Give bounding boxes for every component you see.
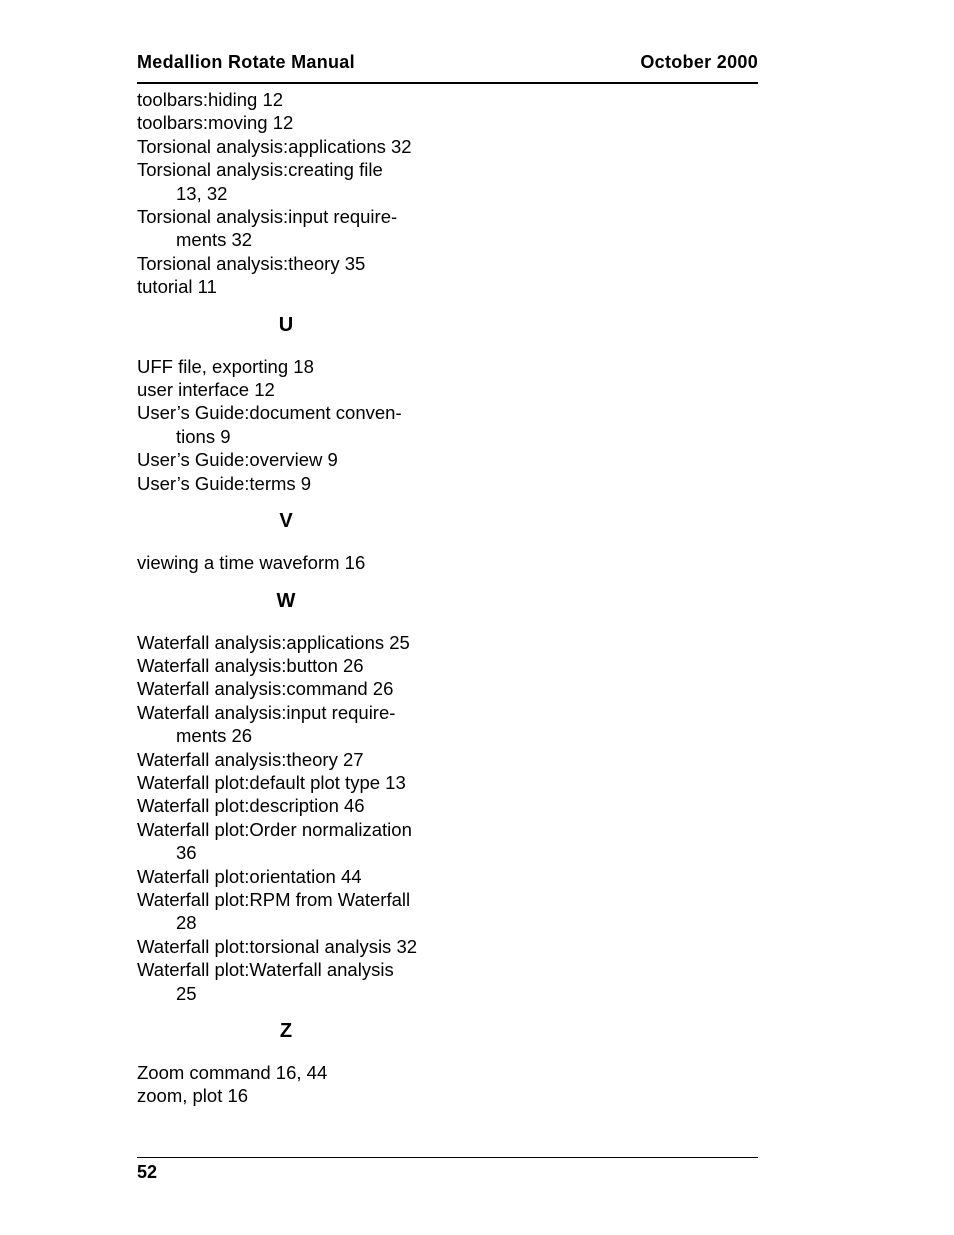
index-entry <box>137 111 557 134</box>
index-entry-text: Waterfall analysis:theory 27 <box>137 748 364 770</box>
index-entry <box>137 631 557 654</box>
index-column <box>137 88 557 1108</box>
index-group-t <box>137 88 557 299</box>
index-entry <box>137 748 557 771</box>
index-group-z <box>137 1061 557 1108</box>
index-entry-text: zoom, plot 16 <box>137 1085 249 1107</box>
section-letter-z: Z <box>279 1020 293 1042</box>
index-entry <box>137 252 557 275</box>
index-entry <box>137 205 557 252</box>
index-entry <box>137 794 557 817</box>
index-entry <box>137 818 557 865</box>
index-entry-text: Waterfall plot:Order normalization <box>137 818 412 840</box>
index-entry-text: Torsional analysis:theory 35 <box>137 252 366 274</box>
index-entry <box>137 935 557 958</box>
index-entry <box>137 448 557 471</box>
index-entry-continuation: 25 <box>176 982 197 1004</box>
index-entry-text: user interface 12 <box>137 379 275 401</box>
index-entry-text: viewing a time waveform 16 <box>137 552 366 574</box>
index-entry-text: User’s Guide:terms 9 <box>137 472 312 494</box>
index-group-v <box>137 551 557 574</box>
index-entry <box>137 88 557 111</box>
index-entry <box>137 158 557 205</box>
index-entry-text: Waterfall plot:default plot type 13 <box>137 771 406 793</box>
index-entry <box>137 551 557 574</box>
index-entry-text: toolbars:hiding 12 <box>137 89 284 110</box>
index-entry <box>137 401 557 448</box>
index-entry-text: Torsional analysis:creating file <box>137 159 383 181</box>
index-group-u <box>137 355 557 495</box>
index-entry-text: Zoom command 16, 44 <box>137 1062 328 1083</box>
page-number: 52 <box>137 1162 158 1182</box>
index-entry-continuation: 13, 32 <box>176 182 228 204</box>
index-entry <box>137 677 557 700</box>
index-entry-text: Waterfall plot:torsional analysis 32 <box>137 935 418 957</box>
index-entry <box>137 888 557 935</box>
index-entry <box>137 1084 557 1107</box>
index-entry-text: Waterfall plot:description 46 <box>137 795 365 817</box>
index-entry-continuation: 28 <box>176 912 197 934</box>
index-entry-continuation: ments 32 <box>176 229 253 251</box>
index-entry-text: UFF file, exporting 18 <box>137 355 314 377</box>
index-entry-text: Torsional analysis:applications 32 <box>137 135 412 157</box>
index-entry <box>137 275 557 298</box>
index-entry <box>137 472 557 495</box>
index-entry-text: Waterfall analysis:input require- <box>137 701 396 723</box>
manual-title: Medallion Rotate Manual <box>137 52 355 72</box>
section-letter-v: V <box>279 510 293 533</box>
index-entry <box>137 701 557 748</box>
page-header <box>137 50 758 84</box>
index-entry-continuation: tions 9 <box>176 425 231 447</box>
index-entry-text: tutorial 11 <box>137 276 217 298</box>
index-entry-text: Waterfall analysis:button 26 <box>137 654 364 676</box>
header-date: October 2000 <box>640 52 758 72</box>
index-entry <box>137 355 557 378</box>
index-entry-text: User’s Guide:overview 9 <box>137 449 338 471</box>
index-entry <box>137 135 557 158</box>
section-letter-w: W <box>276 589 296 612</box>
index-entry-continuation: 36 <box>176 842 197 864</box>
index-entry <box>137 865 557 888</box>
index-entry-text: Waterfall plot:RPM from Waterfall <box>137 888 411 910</box>
index-group-w <box>137 631 557 1006</box>
section-letter-u: U <box>278 313 294 336</box>
index-entry-continuation: ments 26 <box>176 725 253 747</box>
index-entry-text: Waterfall plot:orientation 44 <box>137 865 362 887</box>
index-entry-text: User’s Guide:document conven- <box>137 402 402 424</box>
index-entry-text: Waterfall analysis:applications 25 <box>137 631 410 653</box>
index-entry-text: toolbars:moving 12 <box>137 112 294 134</box>
index-entry-text: Torsional analysis:input require- <box>137 206 398 228</box>
index-entry-text: Waterfall plot:Waterfall analysis <box>137 959 394 981</box>
page-footer <box>137 1157 758 1183</box>
index-entry <box>137 654 557 677</box>
index-entry <box>137 378 557 401</box>
index-entry-text: Waterfall analysis:command 26 <box>137 678 394 700</box>
index-entry <box>137 958 557 1005</box>
index-entry <box>137 1061 557 1084</box>
index-entry <box>137 771 557 794</box>
